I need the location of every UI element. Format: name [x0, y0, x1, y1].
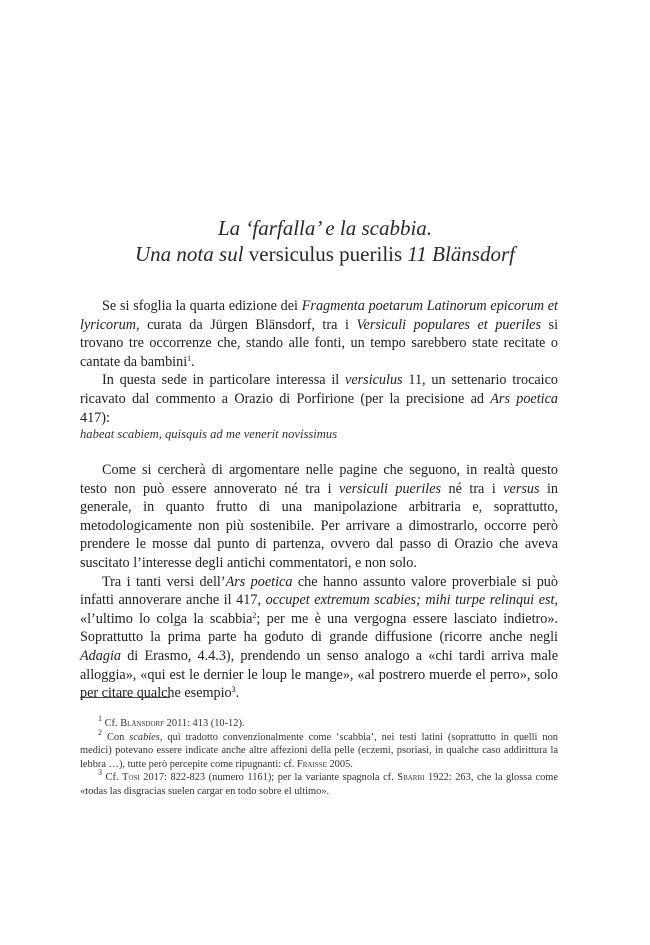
footnote-2: $^2$ Con scabies, qui tradotto convenzionalmente come ‘scabbia’, nei testi latini (soprattutto in quelli non medici) potevano essere indicate anche altre affezioni della pelle (eczemi, psoriasi, in qualche caso addirittura la lebbra …), tutte però percepite come ripugnanti: cf. Fraisse 2005. [80, 727, 558, 770]
footnote-1: $^1$ Cf. Blänsdorf 2011: 413 (10-12). [98, 714, 245, 729]
footnotes [80, 714, 558, 798]
paragraph-3: Come si cercherà di argomentare nelle pagine che seguono, in realtà questo testo non può essere annoverato né tra i versiculi pueriles né tra i versus in generale, in quanto frutto di una manipolazione arbitraria e, soprattutto, metodologicamente non più sostenibile. Per arrivare a dimostrarlo, occorre però prendere le mosse dal punto di partenza, ovvero dal passo di Orazio che aveva suscitato l’interesse degli antichi commentatori, e non solo. [80, 462, 558, 571]
subtitle-part-c: 11 Blänsdorf [407, 242, 515, 266]
body-text-top [80, 297, 558, 427]
subtitle-part-a: Una nota sul [135, 242, 244, 266]
footnote-ref-3[interactable]: 3 [231, 685, 236, 695]
chapter-title-line1: La ‘farfalla’ e la scabbia. [217, 216, 433, 240]
footnote-ref-1[interactable]: 1 [187, 353, 192, 363]
paragraph-4: Tra i tanti versi dell’Ars poetica che hanno assunto valore proverbiale si può infatti annoverare anche il 417, occupet extremum scabies; mihi turpe relinqui est, «l’ultimo lo colga la scabbia$^2$; per me è una vergogna essere lasciato indietro». Soprattutto la prima parte ha goduto di grande diffusione (ricorre anche negli Adagia di Erasmo, 4.4.3), prendendo un senso analogo a «chi tardi arriva male alloggia», «qui est le dernier le loup le mange», «al postrero muerde el perro», solo per citare qualche esempio$^3$. [80, 573, 558, 702]
body-text-bottom [80, 461, 558, 703]
footnote-3: $^3$ Cf. Tosi 2017: 822-823 (numero 1161); per la variante spagnola cf. Sbarbi 1922: 263, che la glossa come «todas las disgracias suelen cargar en todo sobre el ultimo». [80, 768, 558, 797]
paragraph-1: Se si sfoglia la quarta edizione dei Fragmenta poetarum Latinorum epicorum et lyricorum, curata da Jürgen Blänsdorf, tra i Versiculi populares et pueriles si trovano tre occorrenze che, stando alle fonti, un tempo sarebbero state recitate o cantate da bambini$^1$. [80, 298, 559, 370]
quoted-verse: habeat scabiem, quisquis ad me venerit novissimus [80, 427, 338, 441]
chapter-subtitle [0, 241, 650, 267]
paragraph-2: In questa sede in particolare interessa il versiculus 11, un settenario trocaico ricavato dal commento a Orazio di Porfirione (per la precisione ad Ars poetica 417): [80, 372, 559, 426]
subtitle-part-b: versiculus puerilis [248, 242, 403, 266]
chapter-title [0, 215, 650, 241]
footnote-divider [80, 697, 170, 698]
footnote-ref-2[interactable]: 2 [252, 610, 257, 620]
